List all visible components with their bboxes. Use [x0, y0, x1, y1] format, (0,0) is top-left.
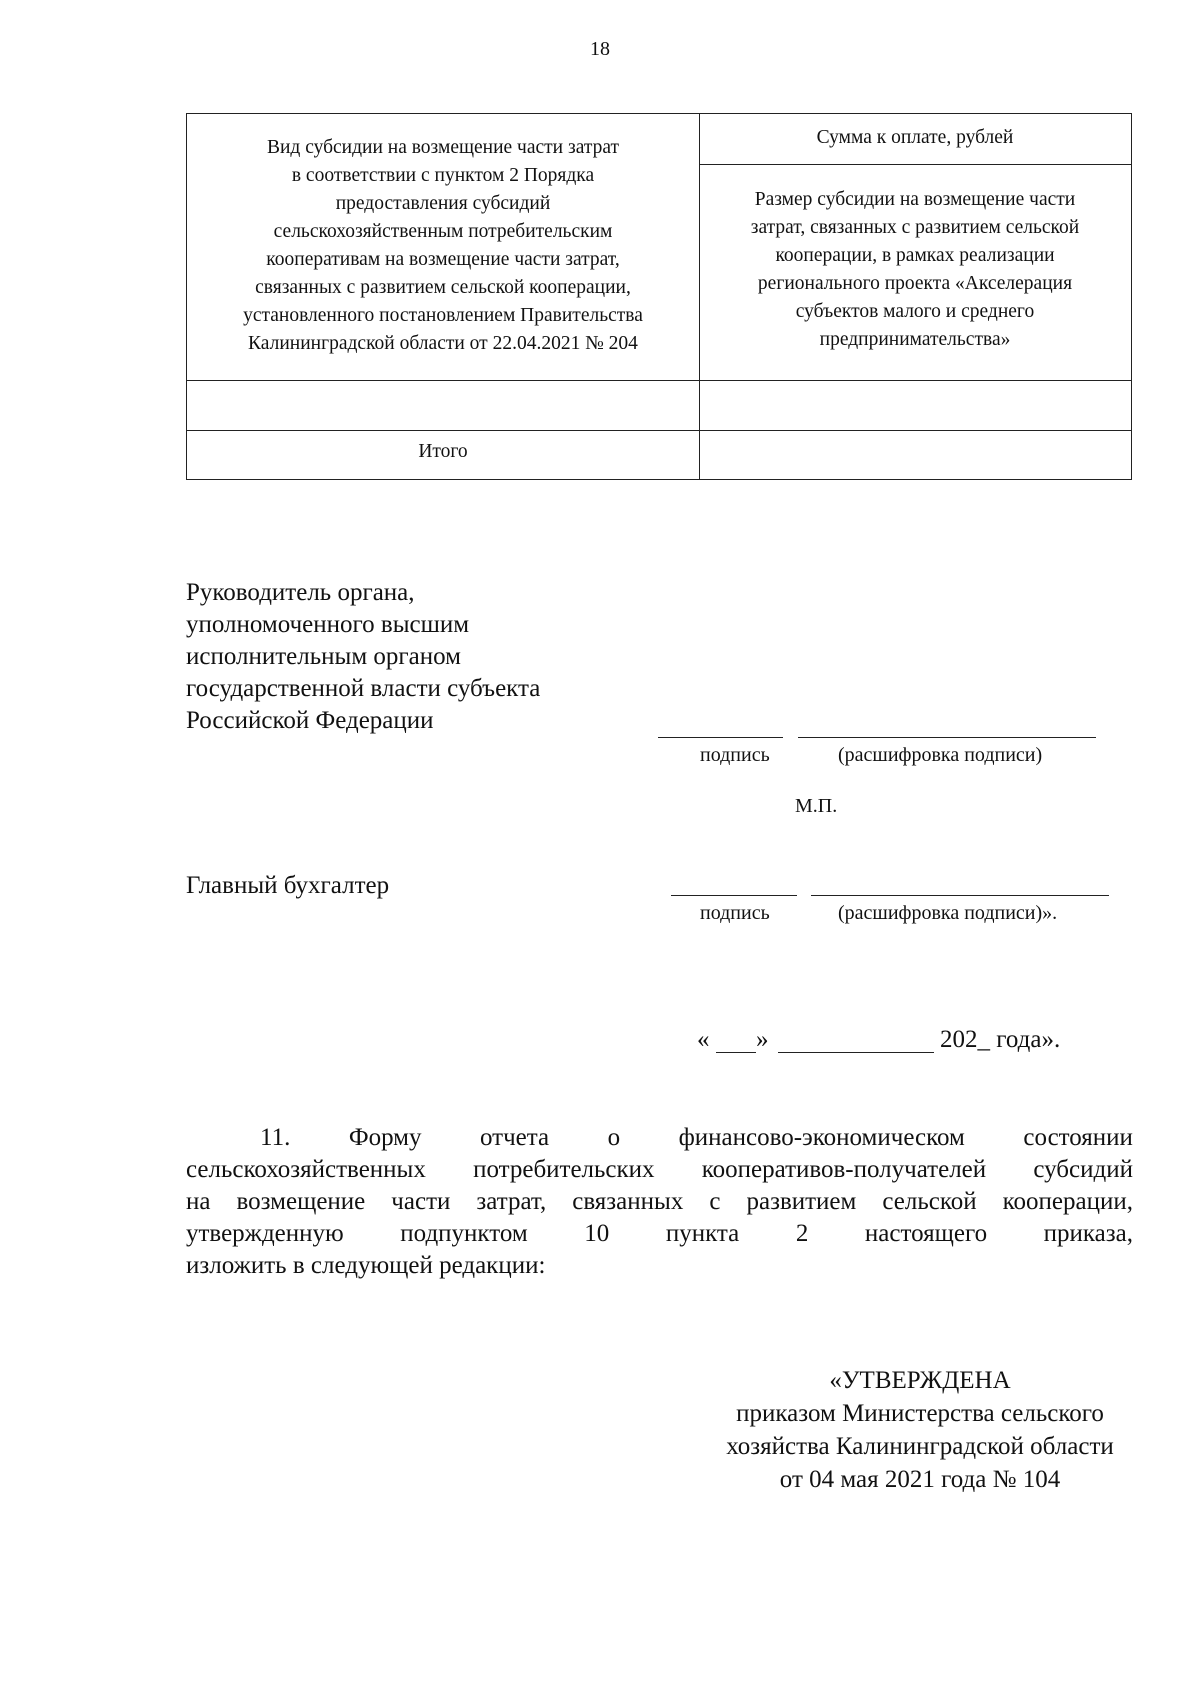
accountant-signature-line [671, 895, 797, 896]
table-right-header-top: Сумма к оплате, рублей [816, 127, 1014, 148]
left-header-line: предоставления субсидий [335, 193, 551, 214]
head-signature-line [658, 737, 783, 738]
word: 11. [260, 1124, 291, 1151]
accountant-decoding-line [811, 895, 1109, 896]
right-header-line: регионального проекта «Акселерация [757, 273, 1073, 294]
paragraph-line [186, 1122, 1133, 1154]
left-header-line: сельскохозяйственным потребительским [273, 221, 613, 242]
left-header-line: в соответствии с пунктом 2 Порядка [291, 165, 595, 186]
word: Форму [348, 1124, 422, 1151]
head-title-line: Руководитель органа, [186, 579, 415, 606]
word: затрат, [476, 1188, 547, 1215]
word: связанных [572, 1188, 684, 1215]
word: сельской [882, 1188, 977, 1215]
left-header-line: Вид субсидии на возмещение части затрат [266, 137, 620, 158]
left-header-line: установленного постановлением Правительства [243, 305, 643, 326]
right-header-line: субъектов малого и среднего [795, 301, 1035, 322]
subsidy-table [186, 113, 1132, 480]
word: кооперативов-получателей [701, 1156, 987, 1183]
page-number: 18 [590, 38, 610, 60]
table-row-divider [187, 430, 1131, 431]
paragraph-line [186, 1186, 1133, 1218]
word: сельскохозяйственных [186, 1156, 426, 1183]
word: отчета [480, 1124, 550, 1151]
approved-line: хозяйства Калининградской области [726, 1433, 1114, 1460]
right-header-line: затрат, связанных с развитием сельской [750, 217, 1080, 238]
table-header-bottom [187, 380, 1131, 381]
approved-line: от 04 мая 2021 года № 104 [779, 1466, 1061, 1493]
table-right-header [699, 186, 1131, 354]
table-total-label: Итого [418, 441, 468, 462]
table-left-header [187, 134, 699, 358]
word: состоянии [1023, 1124, 1133, 1151]
word: возмещение [236, 1188, 366, 1215]
word: кооперации, [1002, 1188, 1133, 1215]
accountant-signature-caption: подпись [700, 902, 770, 924]
paragraph-11 [186, 1122, 1133, 1282]
head-decoding-caption: (расшифровка подписи) [838, 744, 1043, 766]
word: развитием [746, 1188, 857, 1215]
left-header-line: Калининградской области от 22.04.2021 № 204 [248, 333, 638, 354]
word: части [391, 1188, 451, 1215]
date-day-blank [716, 1052, 756, 1053]
word: на [186, 1188, 211, 1215]
head-title-line: Российской Федерации [186, 707, 434, 734]
right-header-line: предпринимательства» [819, 329, 1011, 350]
word: 2 [795, 1220, 809, 1247]
word: подпунктом [400, 1220, 528, 1247]
date-year: 202_ года». [940, 1026, 1061, 1053]
head-title-line: государственной власти субъекта [186, 675, 541, 702]
word: субсидий [1033, 1156, 1133, 1183]
head-title-line: исполнительным органом [186, 643, 461, 670]
head-title-line: уполномоченного высшим [186, 611, 470, 638]
right-header-line: Размер субсидии на возмещение части [754, 189, 1076, 210]
left-header-line: связанных с развитием сельской кооперации, [255, 277, 631, 298]
word: о [607, 1124, 621, 1151]
date-month-blank [778, 1052, 934, 1053]
head-signature-caption: подпись [700, 744, 770, 766]
approved-line: приказом Министерства сельского [736, 1400, 1104, 1427]
approved-line: «УТВЕРЖДЕНА [829, 1367, 1011, 1394]
stamp-label: М.П. [795, 795, 838, 817]
word: с [709, 1188, 721, 1215]
word: финансово-экономическом [678, 1124, 965, 1151]
word: утвержденную [186, 1220, 344, 1247]
paragraph-line [186, 1154, 1133, 1186]
paragraph-line [186, 1218, 1133, 1250]
date-close-quote: » [756, 1026, 769, 1053]
right-header-line: кооперации, в рамках реализации [775, 245, 1055, 266]
word: потребительских [473, 1156, 655, 1183]
date-open-quote: « [697, 1026, 710, 1053]
left-header-line: кооперативам на возмещение части затрат, [266, 249, 620, 270]
head-decoding-line [798, 737, 1096, 738]
table-header-divider [699, 164, 1131, 165]
approved-block [700, 1364, 1140, 1496]
word: настоящего [864, 1220, 988, 1247]
word: 10 [584, 1220, 610, 1247]
word: приказа, [1043, 1220, 1133, 1247]
head-title [186, 577, 540, 737]
accountant-title: Главный бухгалтер [186, 872, 390, 899]
accountant-decoding-caption: (расшифровка подписи)». [838, 902, 1058, 924]
paragraph-line: изложить в следующей редакции: [186, 1252, 546, 1279]
word: пункта [665, 1220, 740, 1247]
